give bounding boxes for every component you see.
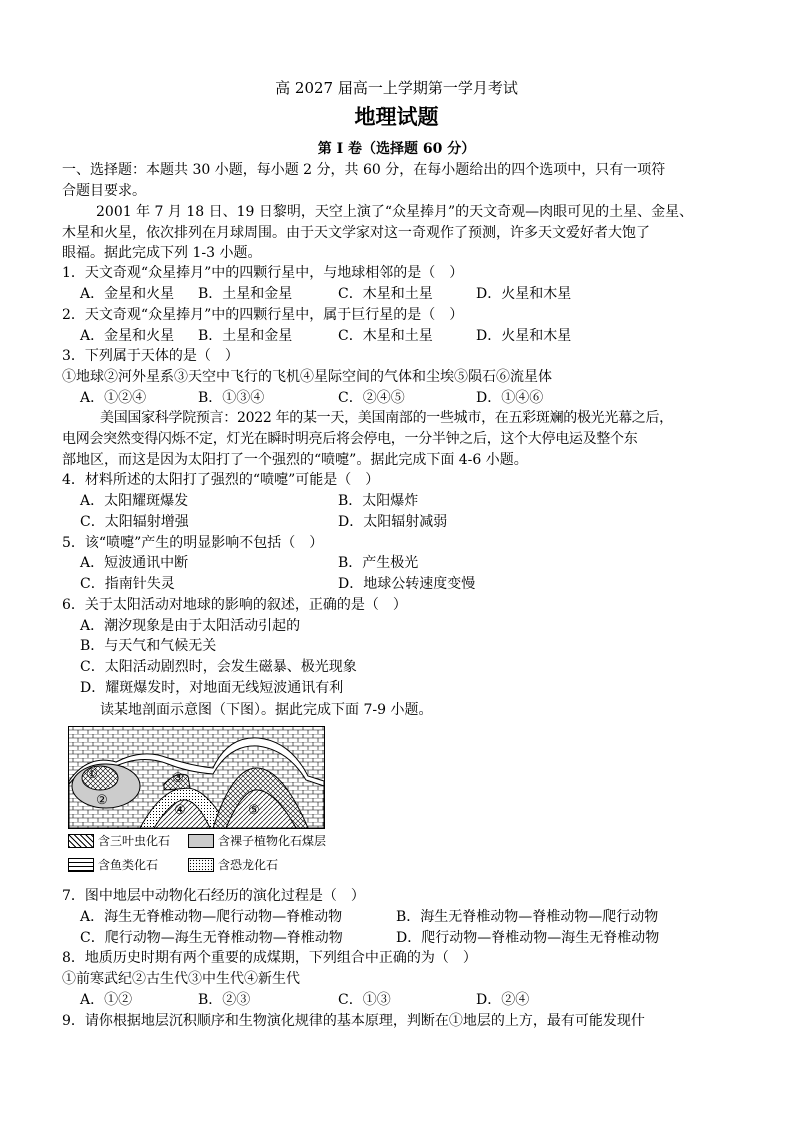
q1-option-c: C．木星和土星 <box>338 286 433 302</box>
q5-option-d: D．地球公转速度变慢 <box>338 576 476 592</box>
q1-option-d: D．火星和木星 <box>476 286 572 302</box>
passage-1-line: 2001 年 7 月 18 日、19 日黎明，天空上演了“众星捧月”的天文奇观—肉眼可见的土星、金星、 <box>96 204 694 220</box>
q3-option-b: B．①③④ <box>198 390 265 406</box>
section-instruction: 一、选择题：本题共 30 小题，每小题 2 分，共 60 分，在每小题给出的四个选项中，只有一项符 <box>62 162 666 178</box>
q3-option-c: C．②④⑤ <box>338 390 405 406</box>
layer-label-5: ⑤ <box>248 803 260 818</box>
q2-option-b: B．土星和金星 <box>198 328 293 344</box>
q6-option-c: C．太阳活动剧烈时，会发生磁暴、极光现象 <box>80 659 357 675</box>
question-6-stem: 6．关于太阳活动对地球的影响的叙述，正确的是（ ） <box>62 597 407 613</box>
question-3-stem: 3．下列属于天体的是（ ） <box>62 348 239 364</box>
q7-option-d: D．爬行动物—脊椎动物—海生无脊椎动物 <box>396 930 660 946</box>
q7-option-a: A．海生无脊椎动物—爬行动物—脊椎动物 <box>80 909 343 925</box>
passage-2-line: 美国国家科学院预言：2022 年的某一天，美国南部的一些城市，在五彩斑斓的极光光幕之后， <box>100 410 673 426</box>
q2-option-a: A．金星和火星 <box>80 328 175 344</box>
legend-swatch-trilobite <box>68 834 94 848</box>
q7-option-b: B．海生无脊椎动物—脊椎动物—爬行动物 <box>396 909 659 925</box>
q8-option-b: B．②③ <box>198 992 251 1008</box>
q8-option-d: D．②④ <box>476 992 530 1008</box>
question-2-stem: 2．天文奇观“众星捧月”中的四颗行星中，属于巨行星的是（ ） <box>62 307 464 323</box>
q8-option-c: C．①③ <box>338 992 391 1008</box>
q2-option-d: D．火星和木星 <box>476 328 572 344</box>
legend-swatch-fish <box>68 858 94 872</box>
q4-option-c: C．太阳辐射增强 <box>80 514 189 530</box>
page-title: 地理试题 <box>354 104 439 129</box>
question-4-stem: 4．材料所述的太阳打了强烈的“喷嚏”可能是（ ） <box>62 472 380 488</box>
cross-section-diagram <box>68 726 326 830</box>
passage-1-line: 木星和火星，依次排列在月球周围。由于天文学家对这一奇观作了预测，许多天文爱好者大饱了 <box>62 225 650 241</box>
passage-2-line: 部地区，而这是因为太阳打了一个强烈的“喷嚏”。据此完成下面 4-6 小题。 <box>62 452 528 468</box>
legend-fish: 含鱼类化石 <box>98 858 159 872</box>
q6-option-d: D．耀斑爆发时，对地面无线短波通讯有利 <box>80 680 344 696</box>
q1-option-a: A．金星和火星 <box>80 286 175 302</box>
q5-option-c: C．指南针失灵 <box>80 576 175 592</box>
question-5-stem: 5．该“喷嚏”产生的明显影响不包括（ ） <box>62 535 324 551</box>
question-8-items: ①前寒武纪②古生代③中生代④新生代 <box>62 971 300 987</box>
question-1-stem: 1．天文奇观“众星捧月”中的四颗行星中，与地球相邻的是（ ） <box>62 265 464 281</box>
layer-label-3: ③ <box>172 771 184 786</box>
q5-option-a: A．短波通讯中断 <box>80 555 189 571</box>
exam-subtitle: 高 2027 届高一上学期第一学月考试 <box>275 79 518 97</box>
section-instruction-cont: 合题目要求。 <box>62 183 146 199</box>
q3-option-d: D．①④⑥ <box>476 390 544 406</box>
q4-option-b: B．太阳爆炸 <box>338 493 419 509</box>
passage-2-line: 电网会突然变得闪烁不定，灯光在瞬时明亮后将会停电，一分半钟之后，这个大停电运及整个东 <box>62 431 638 447</box>
q7-option-c: C．爬行动物—海生无脊椎动物—脊椎动物 <box>80 930 343 946</box>
passage-1-line: 眼福。据此完成下列 1-3 小题。 <box>62 245 262 261</box>
legend-dinosaur: 含恐龙化石 <box>218 858 279 872</box>
q8-option-a: A．①② <box>80 992 133 1008</box>
q2-option-c: C．木星和土星 <box>338 328 433 344</box>
question-7-stem: 7．图中地层中动物化石经历的演化过程是（ ） <box>62 888 365 904</box>
passage-3: 读某地剖面示意图（下图）。据此完成下面 7-9 小题。 <box>100 702 433 718</box>
layer-label-4: ④ <box>174 803 186 818</box>
question-9-stem: 9．请你根据地层沉积顺序和生物演化规律的基本原理，判断在①地层的上方，最有可能发现什 <box>62 1013 645 1029</box>
q4-option-d: D．太阳辐射减弱 <box>338 514 448 530</box>
q1-option-b: B．土星和金星 <box>198 286 293 302</box>
layer-label-2: ② <box>96 793 108 808</box>
q5-option-b: B．产生极光 <box>338 555 419 571</box>
q6-option-a: A．潮汐现象是由于太阳活动引起的 <box>80 618 301 634</box>
question-3-items: ①地球②河外星系③天空中飞行的飞机④星际空间的气体和尘埃⑤陨石⑥流星体 <box>62 369 552 385</box>
q6-option-b: B．与天气和气候无关 <box>80 638 217 654</box>
volume-heading: 第 I 卷（选择题 60 分） <box>317 141 476 157</box>
q3-option-a: A．①②④ <box>80 390 147 406</box>
legend-trilobite: 含三叶虫化石 <box>98 834 171 848</box>
question-8-stem: 8．地质历史时期有两个重要的成煤期，下列组合中正确的为（ ） <box>62 950 477 966</box>
legend-swatch-dinosaur <box>188 858 214 872</box>
layer-label-1: ① <box>86 767 98 782</box>
legend-coal: 含裸子植物化石煤层 <box>218 834 327 848</box>
q4-option-a: A．太阳耀斑爆发 <box>80 493 189 509</box>
legend-swatch-coal <box>188 834 214 848</box>
